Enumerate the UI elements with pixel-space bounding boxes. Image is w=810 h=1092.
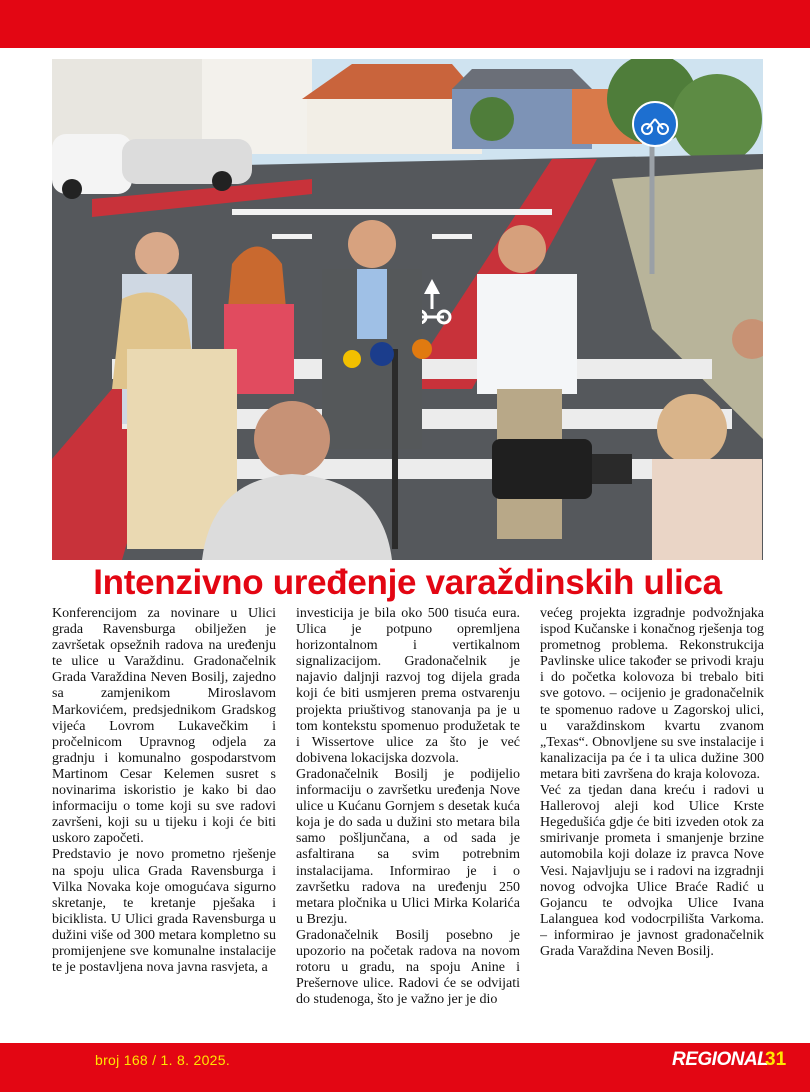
page-number: 31 — [765, 1049, 787, 1070]
article-body — [52, 606, 764, 1024]
article-column-1 — [52, 606, 276, 1024]
article-column-2 — [296, 606, 520, 1024]
column-text: većeg projekta izgradnje podvožnjaka ispod Kučanske i konačnog rješenja tog prometnog problema. Rekonstrukcija Pavlinske ulice također se privodi kraju i do početka kolovoza bi trebalo biti sve gotovo. – ocijenio je gradonačelnik te spomenuo radove u Zagorskoj ulici, u varaždinskom kvartu zvanom „Texas“. Obnovljene su sve instalacije i kanalizacija pa će i ta ulica dužine 300 metara biti završena do kraja kolovoza. Već za tjedan dana kreću i radovi u Hallerovoj aleji kod Ulice Krste Hegedušića gdje će biti izveden otok za smirivanje prometa i smanjenje brzine automobila koji dolaze iz pravca Nove Vesi. Najavljuju se i radovi na izgradnji novog odvojka Ulice Braće Radić u Gojancu te odvojka Ulice Ivana Lalanguea kod vodocrpilišta Varkoma. – informirao je javnost gradonačelnik Grada Varaždina Neven Bosilj. — [540, 606, 764, 959]
article-column-3 — [540, 606, 764, 1024]
press-conference-photo — [52, 59, 763, 560]
column-text: investicija je bila oko 500 tisuća eura. Ulica je potpuno opremljena horizontalnom i vertikalnom signalizacijom. Gradonačelnik je najavio daljnji razvoj tog dijela grada koji će biti usmjeren prema ostvarenju projekta priuštivog stanovanja pa je u tom kontekstu spomenuo produžetak te i Wissertove ulice za što je već dobivena lokacijska dozvola. Gradonačelnik Bosilj je podijelio informaciju o završetku uređenja Nove ulice u Kućanu Gornjem s desetak kuća koja je do sada u dužini sto metara bila samo pošljunčana, a od sada je asfaltirana sa svim potrebnim instalacijama. Informirao je i o završetku radova na uređenju 250 metara pločnika u Ulici Mirka Kolarića u Brezju. Gradonačelnik Bosilj posebno je upozorio na početak radova na novom rotoru u gradu, na spoju Anine i Prešernove ulice. Radovi će se odvijati do studenoga, što je važno jer je dio — [296, 606, 520, 1008]
column-text: Konferencijom za novinare u Ulici grada Ravensburga obilježen je završetak opsežnih radova na uređenju te ulice u Varaždinu. Gradonačelnik Grada Varaždina Neven Bosilj, zajedno sa zamjenikom Miroslavom Markovićem, predsjednikom Gradskog vijeća Lovrom Lukavečkim i pročelnicom Upravnog odjela za gradnju i komunalno gospodarstvom Martinom Cesar Kelemen susret s novinarima iskoristio je kako bi dao informaciju o tome koji su sve radovi završeni, koji su u tijeku i koji će biti uskoro započeti. Predstavio je novo prometno rješenje na spoju ulica Grada Ravensburga i Vilka Novaka koje omogućava sigurno skretanje, te kretanje pješaka i biciklista. U Ulici grada Ravensburga u dužini više od 300 metara kompletno su promijenjene sve komunalne instalacije te je postavljena nova javna rasvjeta, a — [52, 606, 276, 976]
top-red-bar — [0, 0, 810, 48]
bicycle-road-sign-icon — [633, 102, 677, 146]
article-headline: Intenzivno uređenje varaždinskih ulica — [93, 563, 722, 602]
regional-logo: REGIONAL — [672, 1049, 769, 1070]
issue-info: broj 168 / 1. 8. 2025. — [95, 1052, 231, 1068]
